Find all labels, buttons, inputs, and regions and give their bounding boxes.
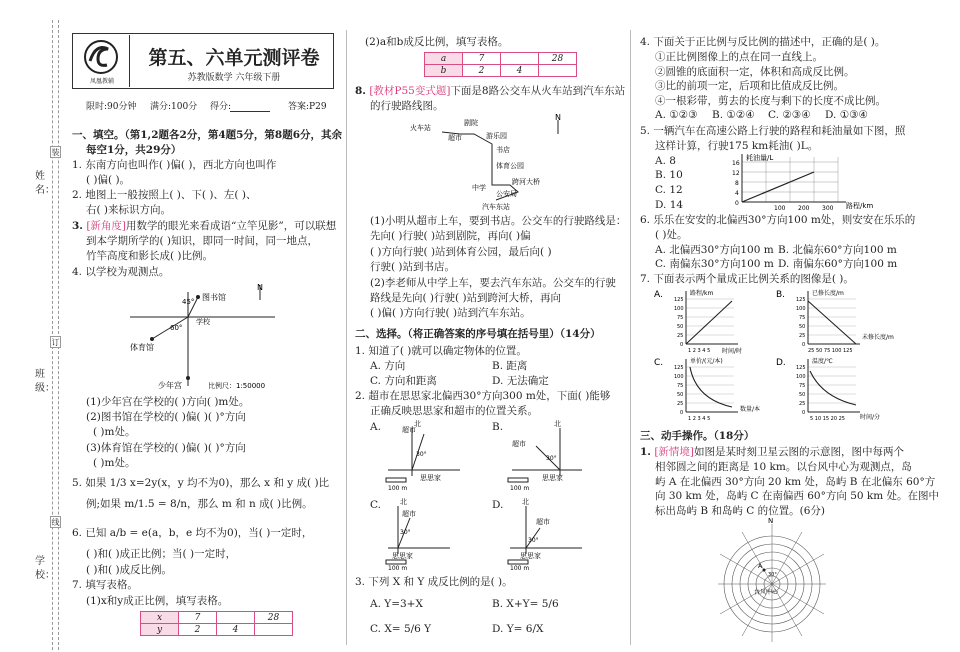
g7-opt-a: A. <box>654 290 663 300</box>
q7-graphs <box>652 287 922 427</box>
fuel-yt-0: 0 <box>735 200 739 207</box>
s2-q1-c[interactable]: C. 方向和距离 <box>370 375 437 387</box>
s2-q2-opt-d[interactable]: D. <box>492 499 504 511</box>
svg-text:75: 75 <box>799 315 806 321</box>
s2-q2-diagram-d <box>502 496 602 571</box>
s2-q4-stmt1: ①正比例图像上的点在同一直线上。 <box>655 51 823 63</box>
svg-text:100: 100 <box>796 374 806 380</box>
svg-text:30°: 30° <box>528 537 539 544</box>
svg-text:75: 75 <box>677 315 684 321</box>
page-subtitle: 苏教版数学 六年级下册 <box>187 73 281 83</box>
full-score: 满分:100分 <box>150 102 198 112</box>
s3-tag: [新情境] <box>654 446 695 458</box>
q5-line2: 例;如果 m/1.5 = 8/n，那么 m 和 n 成( )比例。 <box>86 498 313 510</box>
svg-text:100 m: 100 m <box>388 485 408 492</box>
s3-q1-line3: 屿 A 在北偏西 30°方向 20 km 处，岛屿 B 在北偏东 60°方 <box>655 476 936 488</box>
svg-text:0: 0 <box>802 342 806 348</box>
route-pub: 公安局 <box>496 190 517 198</box>
s2-q6-a[interactable]: A. 北偏西30°方向100 m <box>655 244 774 256</box>
s2-q5-c[interactable]: C. 12 <box>655 184 683 196</box>
score-field[interactable] <box>230 111 270 112</box>
route-train: 火车站 <box>410 124 431 132</box>
g7-opt-c: C. <box>654 358 664 368</box>
q4-sports: 体育馆 <box>130 343 154 352</box>
route-market: 超市 <box>448 134 462 142</box>
typhoon-chart[interactable] <box>710 518 834 646</box>
s2-q7: 7. 下面表示两个量成正比例关系的图像是( )。 <box>640 273 854 285</box>
svg-text:1 2 3 4 5: 1 2 3 4 5 <box>688 416 711 422</box>
q4-a60: 60° <box>170 324 183 332</box>
s2-q3-c[interactable]: C. X= 5/6 Y <box>370 623 432 635</box>
q3-line1: 用数学的眼光来看成语“立竿见影”，可以联想 <box>126 220 337 232</box>
q8-sub1c: ( )方向行驶( )站到体育公园，最后向( ) <box>370 246 552 258</box>
q4-sub3: (3)体育馆在学校的( )偏( )( )°方向 <box>86 442 246 454</box>
route-bridge: 跨河大桥 <box>512 178 540 186</box>
q3-line2: 到本学期所学的( )知识，即同一时间，同一地点， <box>86 235 319 247</box>
s2-q2-opt-a[interactable]: A. <box>370 421 381 433</box>
route-bus: 汽车东站 <box>482 203 510 211</box>
q4-sub3b: ( )m处。 <box>93 457 136 469</box>
q4-scale: 比例尺：1:50000 <box>208 382 266 390</box>
svg-text:温度/℃: 温度/℃ <box>812 358 833 365</box>
page-title: 第五、六单元测评卷 <box>148 47 320 69</box>
s2-q4-c[interactable]: C. ②③④ <box>768 109 811 121</box>
svg-text:1 2 3 4 5: 1 2 3 4 5 <box>688 348 711 354</box>
s2-q3-a[interactable]: A. Y=3+X <box>370 598 423 610</box>
fuel-ylabel: 耗油量/L <box>746 154 774 162</box>
svg-text:75: 75 <box>677 383 684 389</box>
q4-youth: 少年宫 <box>158 381 182 390</box>
typhoon-center: 台风中心 <box>754 589 779 596</box>
s2-q2-diagram-b <box>502 418 602 493</box>
route-gym: 体育公园 <box>496 162 524 170</box>
q8-sub2b: 路线是先向( )行驶( )站到跨河大桥，再向 <box>370 292 562 304</box>
q8-route-map <box>400 112 600 212</box>
q4-library: 图书馆 <box>202 293 226 302</box>
q4-sub2: (2)图书馆在学校的( )偏( )( )°方向 <box>86 411 246 423</box>
svg-text:北: 北 <box>414 420 421 428</box>
svg-text:0: 0 <box>680 342 684 348</box>
q4-sub2b: ( )m处。 <box>93 426 136 438</box>
q2-line2: 右( )来标识方向。 <box>86 204 172 216</box>
fuel-yt-8: 8 <box>735 180 739 187</box>
time-limit: 限时:90分钟 <box>86 102 137 112</box>
table-1: x 7 28 y 2 4 <box>140 611 293 636</box>
q8-sub1: (1)小明从超市上车，要到书店。公交车的行驶路线是： <box>370 215 627 227</box>
q6-line2: ( )和( )成正比例；当( )一定时， <box>86 548 237 560</box>
s2-q2-diagram-c <box>380 496 480 571</box>
s3-q1-line5: 标出岛屿 B 和岛屿 C 的位置。(6分) <box>655 505 825 517</box>
s2-q5-line1: 5. 一辆汽车在高速公路上行驶的路程和耗油量如下图，照 <box>640 125 906 137</box>
svg-text:5 10 15 20 25: 5 10 15 20 25 <box>810 416 845 422</box>
binding-line-2 <box>58 20 59 650</box>
s2-q4-b[interactable]: B. ①②④ <box>712 109 755 121</box>
fuel-xt-300: 300 <box>822 205 834 212</box>
s2-q2-opt-c[interactable]: C. <box>370 499 381 511</box>
class-label: 班级： <box>35 369 55 394</box>
svg-text:25: 25 <box>677 401 684 407</box>
seal-top: 装 <box>51 148 60 157</box>
s2-q4-line1: 4. 下面关于正比例与反比例的描述中，正确的是( )。 <box>640 36 886 48</box>
svg-text:单价/(元/本): 单价/(元/本) <box>690 358 723 365</box>
s2-q2-line1: 2. 超市在思思家北偏西30°方向300 m处，下面( )能够 <box>355 390 611 402</box>
q8-line2: 的行驶路线图。 <box>370 100 444 112</box>
svg-text:时间/时: 时间/时 <box>722 348 743 355</box>
s2-q6-d[interactable]: D. 南偏东60°方向100 m <box>778 258 898 270</box>
s2-q6-b[interactable]: B. 北偏东60°方向100 m <box>778 244 897 256</box>
name-label: 姓名： <box>35 171 55 196</box>
svg-text:未修长度/m: 未修长度/m <box>862 334 894 341</box>
s3-heading: 三、动手操作。（18分） <box>640 430 755 442</box>
svg-text:0: 0 <box>802 410 806 416</box>
binding-line <box>52 20 53 650</box>
s2-q1-b[interactable]: B. 距离 <box>492 360 528 372</box>
svg-text:50: 50 <box>677 324 684 330</box>
school-label: 学校： <box>35 556 55 581</box>
s3-q1-line2: 相邻圆之间的距离是 10 km。以台风中心为观测点，岛 <box>655 461 912 473</box>
s2-q4-a[interactable]: A. ①②③ <box>655 109 698 121</box>
q7-sub1: (1)x和y成正比例，填写表格。 <box>86 595 229 607</box>
fuel-yt-12: 12 <box>732 170 740 177</box>
svg-text:数量/本: 数量/本 <box>740 406 761 413</box>
s2-q2-opt-b[interactable]: B. <box>492 421 504 433</box>
table-2: a 7 28 b 2 4 <box>424 52 577 77</box>
q5-line1: 5. 如果 1/3 x=2y(x，y 均不为0)，那么 x 和 y 成( )比 <box>72 477 330 489</box>
svg-text:50: 50 <box>677 392 684 398</box>
fuel-xt-200: 200 <box>798 205 810 212</box>
svg-text:时间/分: 时间/分 <box>860 414 881 421</box>
svg-text:思思家: 思思家 <box>542 474 563 482</box>
q4-text: 4. 以学校为观测点。 <box>72 266 170 278</box>
svg-text:已修长度/m: 已修长度/m <box>812 290 844 297</box>
s2-q4-d[interactable]: D. ①③④ <box>825 109 868 121</box>
svg-text:30°: 30° <box>546 455 557 462</box>
seal-mid: 订 <box>51 338 60 347</box>
q8-tag: [教材P55变式题] <box>369 85 451 97</box>
svg-text:25: 25 <box>799 401 806 407</box>
s2-q5-b[interactable]: B. 10 <box>655 169 683 181</box>
svg-text:75: 75 <box>799 383 806 389</box>
s1-heading: 一、填空。（第1,2题各2分，第4题5分，第8题6分，其余 <box>72 129 343 141</box>
q4-direction-map <box>100 280 340 395</box>
island-a: A <box>758 563 763 570</box>
svg-text:125: 125 <box>796 297 806 303</box>
fuel-yt-16: 16 <box>732 160 740 167</box>
svg-text:30°: 30° <box>400 529 411 536</box>
seal-bot: 线 <box>51 518 60 527</box>
fuel-xlabel: 路程/km <box>846 202 874 210</box>
s2-q3-d[interactable]: D. Y= 6/X <box>492 623 544 635</box>
graph-c <box>686 357 760 422</box>
s2-q6-c[interactable]: C. 南偏东30°方向100 m <box>655 258 774 270</box>
logo-text: 凤凰教辅 <box>89 78 114 85</box>
svg-text:50: 50 <box>799 392 806 398</box>
svg-text:超市: 超市 <box>536 518 550 526</box>
s2-q5-line2: 这样计算，行驶175 km耗油( )L。 <box>655 140 819 152</box>
q8-sub1d: 行驶( )站到书店。 <box>370 261 456 273</box>
svg-text:北: 北 <box>400 498 407 506</box>
q8-line1: 下面是8路公交车从火车站到汽车东站 <box>450 85 626 97</box>
s2-q1: 1. 知道了( )就可以确定物体的位置。 <box>355 345 527 357</box>
s2-q5-d[interactable]: D. 14 <box>655 199 684 211</box>
s2-q3-b[interactable]: B. X+Y= 5/6 <box>492 598 559 610</box>
typhoon-30: 30° <box>768 572 777 578</box>
q6-line3: ( )和( )成反比例。 <box>86 564 173 576</box>
q4-a45: 45° <box>182 298 195 306</box>
s2-q5-a[interactable]: A. 8 <box>655 155 676 167</box>
s2-q1-d[interactable]: D. 无法确定 <box>492 375 549 387</box>
column-divider-1 <box>346 30 347 645</box>
svg-text:超市: 超市 <box>512 440 526 448</box>
s3-q1-line4: 向 30 km 处，岛屿 C 在南偏西 60°方向 50 km 处。在图中 <box>655 490 940 502</box>
route-north: N <box>555 113 561 122</box>
g7-opt-b: B. <box>776 290 786 300</box>
graph-d <box>808 357 880 422</box>
q4-school: 学校 <box>196 318 210 326</box>
s1-heading2: 每空1分，共29分） <box>86 144 182 156</box>
s2-q2-diagram-a <box>380 418 480 493</box>
route-theater: 剧院 <box>464 119 478 127</box>
svg-text:超市: 超市 <box>402 426 416 434</box>
graph-b <box>808 289 894 354</box>
q1-line1: 1. 东南方向也叫作( )偏( )，西北方向也叫作 <box>72 159 277 171</box>
s2-q3: 3. 下列 X 和 Y 成反比例的是( )。 <box>355 576 513 588</box>
q4-north: N <box>257 283 263 292</box>
svg-text:125: 125 <box>674 365 684 371</box>
route-park: 游乐园 <box>486 132 507 140</box>
answer-ref: 答案:P29 <box>288 102 327 112</box>
q7-sub2: (2)a和b成反比例，填写表格。 <box>365 36 509 48</box>
svg-text:125: 125 <box>674 297 684 303</box>
s2-q4-stmt4: ④一根彩带，剪去的长度与剩下的长度不成比例。 <box>655 95 886 107</box>
q3-line3: 竹竿高度和影长成( )比例。 <box>86 250 214 262</box>
g7-opt-d: D. <box>776 358 786 368</box>
q2-line1: 2. 地图上一般按照上( )、下( )、左( )、 <box>72 189 257 201</box>
fuel-chart <box>730 152 880 214</box>
s2-q2-line2: 正确反映思思家和超市的位置关系。 <box>370 405 538 417</box>
svg-text:100 m: 100 m <box>510 485 530 492</box>
s2-q4-stmt2: ②圆锥的底面积一定，体积和高成反比例。 <box>655 66 855 78</box>
score-label: 得分: <box>210 102 232 112</box>
q4-sub1: (1)少年宫在学校的( )方向( )m处。 <box>86 396 250 408</box>
svg-text:思思家: 思思家 <box>392 552 413 560</box>
fuel-yt-4: 4 <box>735 190 739 197</box>
svg-text:北: 北 <box>522 498 529 506</box>
svg-text:北: 北 <box>554 420 561 428</box>
q7-title: 7. 填写表格。 <box>72 579 138 591</box>
svg-text:25: 25 <box>677 333 684 339</box>
s2-q4-stmt3: ③比的前项一定，后项和比值成反比例。 <box>655 80 844 92</box>
svg-text:路程/km: 路程/km <box>690 290 714 297</box>
typhoon-north: N <box>768 518 774 525</box>
svg-text:125: 125 <box>796 365 806 371</box>
svg-text:超市: 超市 <box>402 510 416 518</box>
q6-line1: 6. 已知 a/b = e(a，b，e 均不为0)，当( )一定时， <box>72 527 313 539</box>
svg-text:100: 100 <box>674 374 684 380</box>
s2-q6-line1: 6. 乐乐在安安的北偏西30°方向100 m处，则安安在乐乐的 <box>640 214 916 226</box>
s2-heading: 二、选择。（将正确答案的序号填在括号里）（14分） <box>355 328 601 340</box>
q8-sub2c: ( )偏( )方向行驶( )站到汽车东站。 <box>370 307 531 319</box>
s2-q1-a[interactable]: A. 方向 <box>370 360 406 372</box>
svg-text:思思家: 思思家 <box>520 552 541 560</box>
svg-text:50: 50 <box>799 324 806 330</box>
q8-sub1b: 先向( )行驶( )站到剧院，再向( )偏 <box>370 230 531 242</box>
svg-text:100: 100 <box>796 306 806 312</box>
fuel-line <box>742 172 814 202</box>
svg-text:0: 0 <box>680 410 684 416</box>
q3-tag: [新角度] <box>86 220 127 232</box>
graph-a <box>686 289 742 355</box>
column-divider-2 <box>630 30 631 645</box>
svg-text:100: 100 <box>674 306 684 312</box>
route-middle: 中学 <box>472 184 486 192</box>
q1-line2: ( )偏( )。 <box>86 174 131 186</box>
svg-text:100 m: 100 m <box>388 565 408 571</box>
svg-text:25 50 75 100 125: 25 50 75 100 125 <box>808 348 853 354</box>
q8-sub2: (2)李老师从中学上车，要去汽车东站。公交车的行驶 <box>370 277 616 289</box>
fuel-xt-100: 100 <box>774 205 786 212</box>
svg-text:25: 25 <box>799 333 806 339</box>
s2-q6-line2: ( )处。 <box>655 229 688 241</box>
svg-text:思思家: 思思家 <box>420 474 441 482</box>
svg-text:30°: 30° <box>416 451 427 458</box>
route-book: 书店 <box>496 146 510 154</box>
s3-q1-line1: 如图是某时刻卫星云图的示意图，图中每两个 <box>694 446 905 458</box>
svg-text:100 m: 100 m <box>510 565 530 571</box>
